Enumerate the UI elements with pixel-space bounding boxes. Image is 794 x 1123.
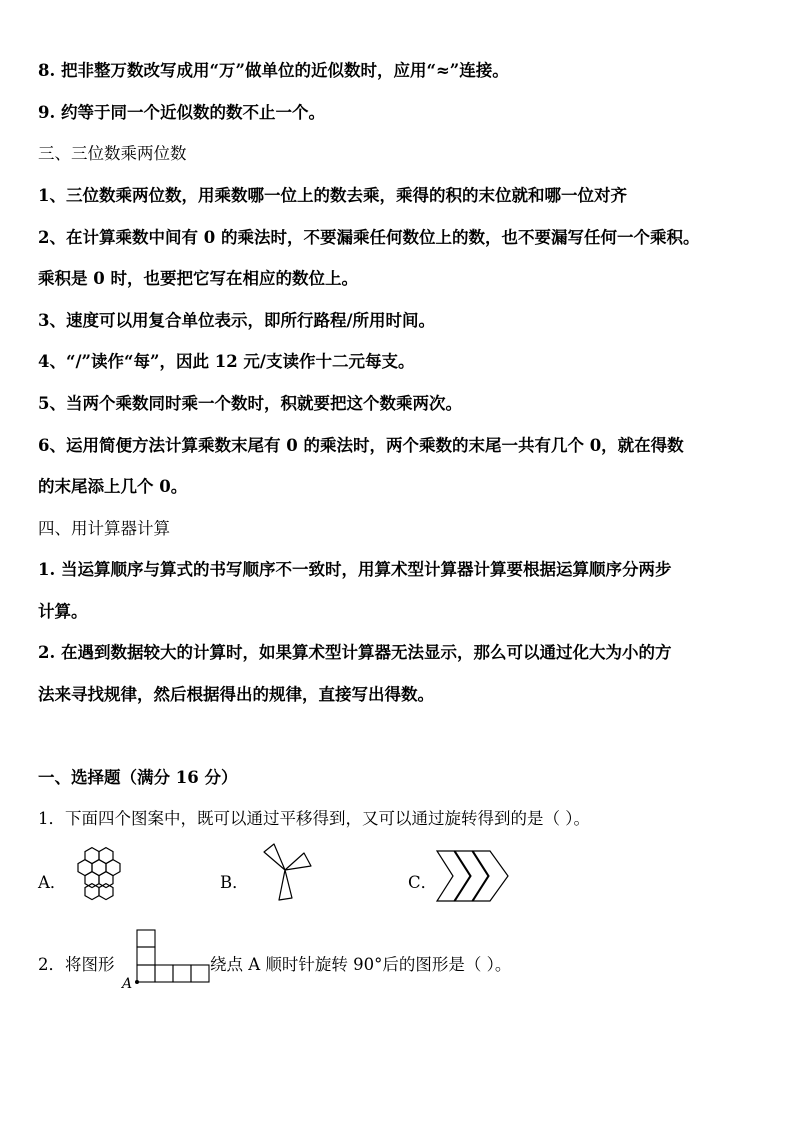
option-c-label: C．: [408, 873, 438, 892]
section-3-item: 乘积是 0 时，也要把它写在相应的数位上。: [38, 269, 358, 288]
option-a-label: A．: [38, 873, 67, 892]
section-4-item: 2. 在遇到数据较大的计算时，如果算术型计算器无法显示，那么可以通过化大为小的方: [38, 643, 672, 662]
section-3-item: 1、三位数乘两位数，用乘数哪一位上的数去乘，乘得的积的末位就和哪一位对齐: [38, 186, 627, 205]
chevron-arrows-figure: [436, 849, 516, 905]
question-2-suffix: 绕点 A 顺时针旋转 90°后的图形是（ ）。: [210, 955, 512, 974]
section-4-item: 法来寻找规律，然后根据得出的规律，直接写出得数。: [38, 685, 434, 704]
section-4-heading: 四、用计算器计算: [38, 519, 170, 538]
section-3-item: 4、“/”读作“每”，因此 12 元/支读作十二元每支。: [38, 352, 415, 371]
section-3-heading: 三、三位数乘两位数: [38, 144, 187, 163]
option-b-label: B．: [220, 873, 249, 892]
point-a-label: A: [122, 976, 133, 992]
pinwheel-figure: [255, 840, 317, 906]
section-3-item: 2、在计算乘数中间有 0 的乘法时，不要漏乘任何数位上的数，也不要漏写任何一个乘积。: [38, 228, 700, 247]
note-9: 9. 约等于同一个近似数的数不止一个。: [38, 103, 325, 122]
question-1-text: 1．下面四个图案中，既可以通过平移得到，又可以通过旋转得到的是（ ）。: [38, 809, 590, 828]
section-4-item: 1. 当运算顺序与算式的书写顺序不一致时，用算术型计算器计算要根据运算顺序分两步: [38, 560, 672, 579]
section-3-item: 3、速度可以用复合单位表示，即所行路程/所用时间。: [38, 311, 436, 330]
section-3-item: 6、运用简便方法计算乘数末尾有 0 的乘法时，两个乘数的末尾一共有几个 0，就在得数: [38, 436, 684, 455]
hexagon-pattern-figure: [68, 846, 128, 906]
section-3-item: 5、当两个乘数同时乘一个数时，积就要把这个数乘两次。: [38, 394, 462, 413]
exercise-heading: 一、选择题（满分 16 分）: [38, 768, 238, 787]
l-shape-grid-figure: [130, 926, 214, 988]
question-2-prefix: 2．将图形: [38, 955, 115, 974]
section-3-item: 的末尾添上几个 0。: [38, 477, 188, 496]
section-4-item: 计算。: [38, 602, 88, 621]
note-8: 8. 把非整万数改写成用“万”做单位的近似数时，应用“≈”连接。: [38, 61, 509, 80]
